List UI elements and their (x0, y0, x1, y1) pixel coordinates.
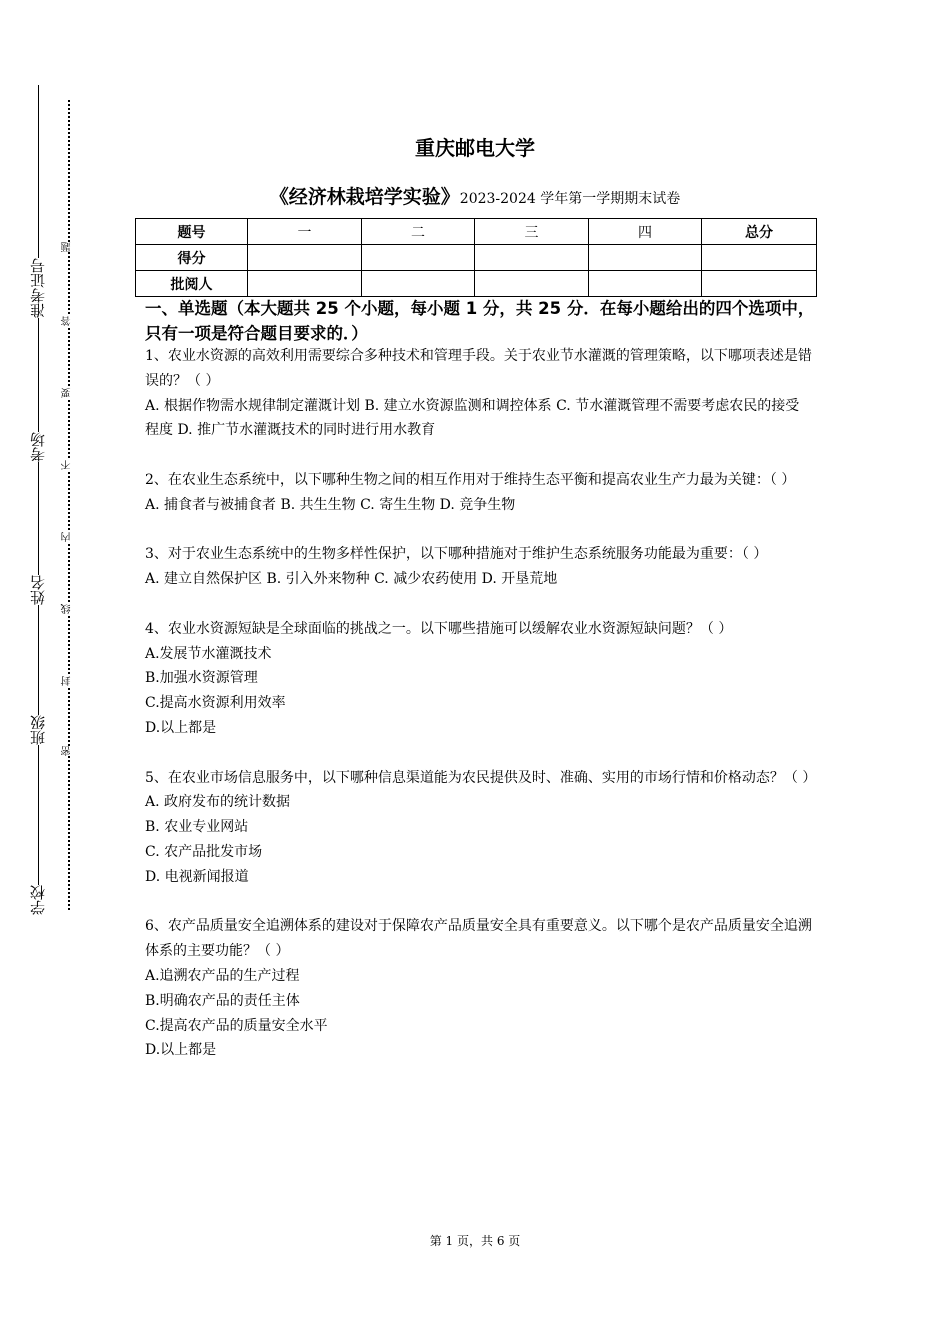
score-cell (589, 271, 702, 297)
seal-char: 不 (59, 460, 77, 470)
seal-char: 题 (59, 242, 77, 252)
label-exam-room: 考场 (20, 432, 56, 462)
label-exam-id: 准考证号 (20, 258, 56, 318)
question-stem: 3、对于农业生态系统中的生物多样性保护，以下哪种措施对于维护生态系统服务功能最为重要：（ ） (145, 546, 768, 563)
binding-line (38, 85, 39, 915)
score-table (135, 218, 817, 297)
label-class: 班级 (20, 715, 56, 745)
question-4 (145, 617, 813, 741)
question-option: B.明确农产品的责任主体 (145, 992, 300, 1009)
question-stem: 2、在农业生态系统中，以下哪种生物之间的相互作用对于维持生态平衡和提高农业生产力最为关键：（ ） (145, 471, 796, 488)
score-cell (702, 245, 817, 271)
table-row (136, 271, 817, 297)
seal-dotted-line (68, 100, 70, 910)
seal-char: 密 (59, 746, 77, 756)
course-name: 《经济林栽培学实验》 (269, 186, 460, 208)
question-stem: 4、农业水资源短缺是全球面临的挑战之一。以下哪些措施可以缓解农业水资源短缺问题？（ ） (145, 620, 733, 637)
header-cell: 一 (248, 219, 362, 245)
question-option: D.以上都是 (145, 719, 217, 736)
question-options: A. 建立自然保护区 B. 引入外来物种 C. 减少农药使用 D. 开垦荒地 (145, 571, 558, 588)
section-title: 一、单选题（本大题共 25 个小题，每小题 1 分，共 25 分．在每小题给出的四个选项中，只有一项是符合题目要求的．） (145, 299, 815, 343)
question-option: C. 农产品批发市场 (145, 843, 263, 860)
question-options: A. 根据作物需水规律制定灌溉计划 B. 建立水资源监测和调控体系 C. 节水灌溉管理不需要考虑农民的接受程度 D. 推广节水灌溉技术的同时进行用水教育 (145, 397, 800, 439)
table-row (136, 245, 817, 271)
seal-char: 线 (59, 604, 77, 614)
question-option: A.发展节水灌溉技术 (145, 645, 272, 662)
question-stem: 5、在农业市场信息服务中，以下哪种信息渠道能为农民提供及时、准确、实用的市场行情和价格动态？（ ） (145, 769, 817, 786)
header-cell: 三 (475, 219, 589, 245)
table-row (136, 219, 817, 245)
question-option: A. 政府发布的统计数据 (145, 794, 291, 811)
exam-subtitle (0, 182, 950, 209)
label-school: 学校 (20, 885, 56, 915)
question-5 (145, 766, 817, 890)
label-name: 姓名 (20, 575, 56, 605)
score-cell (475, 245, 589, 271)
question-3 (145, 542, 813, 592)
seal-char: 内 (59, 532, 77, 542)
page-number: 第 1 页，共 6 页 (429, 1234, 521, 1248)
question-option: C.提高农产品的质量安全水平 (145, 1017, 328, 1034)
seal-char: 封 (59, 676, 77, 686)
question-stem: 1、农业水资源的高效利用需要综合多种技术和管理手段。关于农业节水灌溉的管理策略，以下哪项表述是错误的？（ ） (145, 348, 812, 389)
question-option: B. 农业专业网站 (145, 819, 249, 836)
row-label: 批阅人 (136, 271, 248, 297)
header-cell: 四 (589, 219, 702, 245)
score-cell (362, 245, 475, 271)
score-cell (362, 271, 475, 297)
score-cell (248, 271, 362, 297)
question-option: A.追溯农产品的生产过程 (145, 967, 300, 984)
exam-term: 2023-2024 学年第一学期期末试卷 (459, 191, 681, 207)
question-option: C.提高水资源利用效率 (145, 695, 286, 712)
header-cell: 总分 (702, 219, 817, 245)
question-option: D. 电视新闻报道 (145, 868, 249, 885)
score-cell (248, 245, 362, 271)
score-cell (475, 271, 589, 297)
question-1 (145, 344, 813, 443)
question-list (145, 344, 817, 1088)
question-6 (145, 914, 813, 1063)
seal-char: 要 (59, 388, 77, 398)
score-cell (702, 271, 817, 297)
question-stem: 6、农产品质量安全追溯体系的建设对于保障农产品质量安全具有重要意义。以下哪个是农产品质量安全追溯体系的主要功能？（ ） (145, 918, 812, 960)
question-option: D.以上都是 (145, 1042, 217, 1059)
row-label: 得分 (136, 245, 248, 271)
university-title: 重庆邮电大学 (415, 136, 535, 160)
question-option: B.加强水资源管理 (145, 670, 258, 687)
header-cell: 二 (362, 219, 475, 245)
score-cell (589, 245, 702, 271)
header-cell: 题号 (136, 219, 248, 245)
question-options: A. 捕食者与被捕食者 B. 共生生物 C. 寄生生物 D. 竞争生物 (145, 496, 516, 513)
seal-char: 答 (59, 316, 77, 326)
question-2 (145, 468, 813, 518)
